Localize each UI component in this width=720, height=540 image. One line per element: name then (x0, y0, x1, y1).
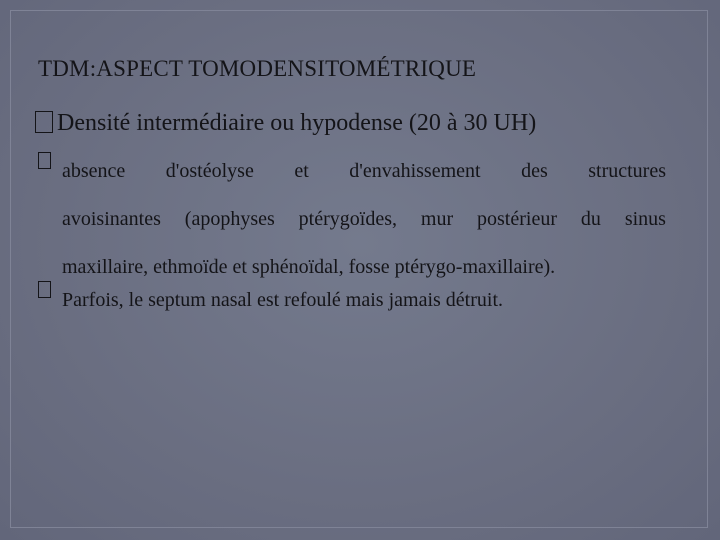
box-bullet-icon (38, 281, 51, 298)
text-word: avoisinantes (62, 208, 161, 230)
text-word: du (580, 208, 601, 230)
text-line: Parfois, le septum nasal est refoulé mais jamais détruit. (62, 289, 503, 311)
text-line (62, 147, 666, 195)
text-word: et (294, 160, 309, 182)
text-word: des (521, 160, 548, 182)
text-word: d'envahissement (349, 160, 481, 182)
text-word: structures (588, 160, 666, 182)
bullet-level1-text: Densité intermédiaire ou hypodense (20 à 30 UH) (57, 110, 537, 136)
text-word: mur (420, 208, 454, 230)
bullet-level2-text (62, 147, 666, 291)
bullet-level2-septum (38, 276, 666, 324)
bullet-level2-text (62, 276, 666, 324)
text-word: absence (62, 160, 126, 182)
box-bullet-icon (38, 152, 51, 169)
slide-title: TDM:ASPECT TOMODENSITOMÉTRIQUE (38, 56, 477, 81)
text-word: postérieur (477, 208, 557, 230)
bullet-level2-osteolysis (38, 147, 666, 291)
text-line: maxillaire, ethmoïde et sphénoïdal, fosse ptérygo-maxillaire). (62, 256, 556, 278)
text-word: (apophyses (184, 208, 275, 230)
box-bullet-icon (35, 111, 53, 133)
text-word: d'ostéolyse (165, 160, 254, 182)
text-word: ptérygoïdes, (298, 208, 397, 230)
bullet-level1 (35, 110, 536, 137)
text-line (62, 195, 666, 243)
text-word: sinus (624, 208, 666, 230)
